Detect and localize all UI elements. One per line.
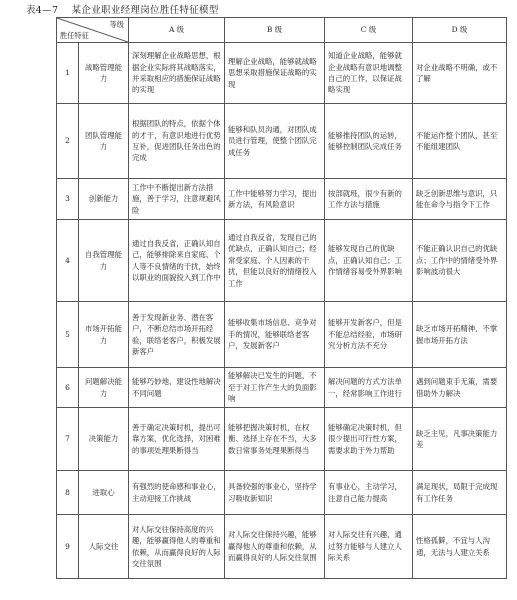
row-index: 7 bbox=[57, 408, 79, 471]
table-row bbox=[57, 471, 507, 515]
level-b-cell: 能够解决已发生的问题，不至于对工作产生大的负面影响 bbox=[225, 368, 325, 408]
feature-name: 团队管理能力 bbox=[79, 104, 129, 179]
table-row bbox=[57, 179, 507, 220]
table-row bbox=[57, 302, 507, 368]
level-d-cell: 缺乏市场开拓精神，不掌握市场开拓方法 bbox=[413, 302, 507, 368]
level-a-cell: 善于发现新业务、潜在客户，不断总结市场开拓经验，联络老客户，积极发展新客户 bbox=[129, 302, 225, 368]
level-d-cell: 缺乏创新思维与意识，只能在命令与指令下工作 bbox=[413, 179, 507, 220]
level-c-cell: 能够开发新客户，但是不能总结经验，市场研究分析方法不充分 bbox=[325, 302, 413, 368]
table-row bbox=[57, 368, 507, 408]
level-b-cell: 通过自我反省，发现自己的优缺点，正确认知自己；经常受家庭、个人因素的干扰，但能以良好的情绪投入工作 bbox=[225, 220, 325, 302]
feature-name: 自我管理能力 bbox=[79, 220, 129, 302]
level-a-cell: 善于确定决策时机，提出可靠方案，优化选择，对困难的事项处理果断得当 bbox=[129, 408, 225, 471]
feature-name: 战略管理能力 bbox=[79, 43, 129, 104]
table-row bbox=[57, 220, 507, 302]
table-row bbox=[57, 408, 507, 471]
level-c-cell: 能够推持团队的运转，能够控制团队完成任务 bbox=[325, 104, 413, 179]
level-b-cell: 能够收集市场信息、竞争对手的情况，能够联络老客户，发展新客户 bbox=[225, 302, 325, 368]
row-index: 3 bbox=[57, 179, 79, 220]
column-header-c: C 级 bbox=[325, 18, 413, 43]
level-a-cell: 深刻理解企业战略思想，根据企业实际将其战略落实，并采取相应的措施保证战略的实现 bbox=[129, 43, 225, 104]
row-index: 9 bbox=[57, 515, 79, 579]
table-caption bbox=[26, 2, 219, 16]
table-title: 某企业职业经理岗位胜任特征模型 bbox=[71, 5, 219, 16]
level-a-cell: 能够巧妙地、建设性地解决不同问题 bbox=[129, 368, 225, 408]
level-b-cell: 对人际交往保持兴趣，能够赢得他人的尊重和依赖，从而赢得良好的人际交往氛围 bbox=[225, 515, 325, 579]
competency-table bbox=[56, 17, 507, 579]
feature-name: 创新能力 bbox=[79, 179, 129, 220]
level-c-cell: 知道企业战略，能够就企业战略有意识地调整自己的工作，以保证战略实现 bbox=[325, 43, 413, 104]
level-d-cell: 满足现状，局限于完成现有工作任务 bbox=[413, 471, 507, 515]
row-index: 1 bbox=[57, 43, 79, 104]
table-row bbox=[57, 43, 507, 104]
level-d-cell: 遇到问题束手无策，需要借助外力解决 bbox=[413, 368, 507, 408]
level-a-cell: 根据团队的特点，依据个体的才干，有意识地进行优势互补，促进团队任务出色的完成 bbox=[129, 104, 225, 179]
level-a-cell: 通过自我反省，正确认知自己，能够排除来自家庭、个人等不良情绪的干扰，始终以职业的面貌投入到工作中 bbox=[129, 220, 225, 302]
column-header-a: A 级 bbox=[129, 18, 225, 43]
table-number: 表4—7 bbox=[26, 5, 59, 16]
feature-label: 胜任特征 bbox=[60, 30, 89, 40]
table-row bbox=[57, 104, 507, 179]
level-a-cell: 工作中不断提出新方法措施，善于学习，注意规避风险 bbox=[129, 179, 225, 220]
row-index: 5 bbox=[57, 302, 79, 368]
level-d-cell: 对企业战略不明确，或不了解 bbox=[413, 43, 507, 104]
header-row bbox=[57, 18, 507, 43]
level-a-cell: 对人际交往保持高度的兴趣，能够赢得他人的尊重和依赖，从而赢得良好的人际交往氛围 bbox=[129, 515, 225, 579]
row-index: 2 bbox=[57, 104, 79, 179]
level-b-cell: 具备较强的事业心，坚持学习吸收新知识 bbox=[225, 471, 325, 515]
feature-name: 市场开拓能力 bbox=[79, 302, 129, 368]
row-index: 8 bbox=[57, 471, 79, 515]
feature-name: 问题解决能力 bbox=[79, 368, 129, 408]
row-index: 6 bbox=[57, 368, 79, 408]
column-header-d: D 级 bbox=[413, 18, 507, 43]
level-c-cell: 按部就班，很少有新的工作方法与措施 bbox=[325, 179, 413, 220]
level-c-cell: 有事业心，主动学习，注意自己能力提高 bbox=[325, 471, 413, 515]
level-c-cell: 能够确定决策时机，但很少提出可行性方案，需要求助于外力帮助 bbox=[325, 408, 413, 471]
level-d-cell: 不能正确认识自己的优缺点；工作中的情绪受外界影响波动很大 bbox=[413, 220, 507, 302]
level-d-cell: 缺乏主见，凡事决策能力差 bbox=[413, 408, 507, 471]
column-header-b: B 级 bbox=[225, 18, 325, 43]
level-b-cell: 理解企业战略，能够就战略思想采取措施保证战略的实现 bbox=[225, 43, 325, 104]
level-label: 等级 bbox=[109, 20, 124, 29]
level-b-cell: 能够把握决策时机，在权衡、选择上存在不当，大多数日常事务处理果断得当 bbox=[225, 408, 325, 471]
level-d-cell: 不能运作整个团队，甚至不能组建团队 bbox=[413, 104, 507, 179]
level-a-cell: 有强烈的使命感和事业心，主动迎接工作挑战 bbox=[129, 471, 225, 515]
level-b-cell: 工作中能够努力学习，提出新方法，有风险意识 bbox=[225, 179, 325, 220]
feature-name: 进取心 bbox=[79, 471, 129, 515]
level-c-cell: 解决问题的方式方法单一，经常影响工作进行 bbox=[325, 368, 413, 408]
row-index: 4 bbox=[57, 220, 79, 302]
level-c-cell: 对人际交往有兴趣，通过努力能够与人建立人际关系 bbox=[325, 515, 413, 579]
level-c-cell: 能够发现自己的优缺点，正确认知自己；工作情绪容易受外界影响 bbox=[325, 220, 413, 302]
feature-name: 人际交往 bbox=[79, 515, 129, 579]
diagonal-header-cell bbox=[57, 18, 129, 43]
table-row bbox=[57, 515, 507, 579]
level-b-cell: 能够和队员沟通，对团队成员进行管理，使整个团队完成任务 bbox=[225, 104, 325, 179]
feature-name: 决策能力 bbox=[79, 408, 129, 471]
level-d-cell: 性格孤僻，不宜与人沟通，无法与人建立关系 bbox=[413, 515, 507, 579]
